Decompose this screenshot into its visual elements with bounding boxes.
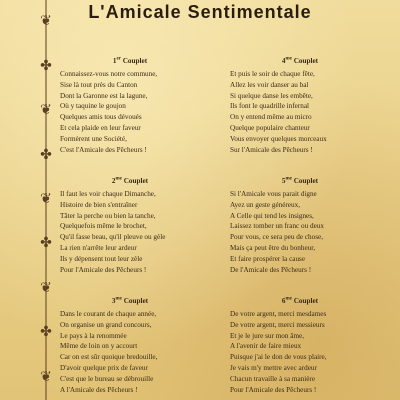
couplet-number: 6 <box>281 297 286 305</box>
verse-line: D'avoir quelque prix de faveur <box>60 363 148 372</box>
couplet-word: Couplet <box>293 297 319 305</box>
couplet-heading <box>60 176 200 186</box>
couplet-number: 2 <box>111 177 116 185</box>
couplet-heading <box>60 296 200 306</box>
verse-line: Pour l'Amicale des Pêcheurs ! <box>60 265 147 274</box>
ornament-icon: ❦ <box>40 191 52 207</box>
couplet-heading <box>230 176 370 186</box>
verse-line: Ayez un geste généreux, <box>230 200 300 209</box>
couplet <box>60 176 200 275</box>
couplet-ordinal: me <box>115 296 122 302</box>
verse-line: Si quelque danse les embête, <box>230 91 313 100</box>
page-title: L'Amicale Sentimentale <box>88 2 312 22</box>
verse-line: Même de loin on y accourt <box>60 342 138 351</box>
couplet <box>230 296 370 395</box>
verse-line: On organise un grand concours, <box>60 320 152 329</box>
verse-line: La rien n'arrête leur ardeur <box>60 243 137 252</box>
verse-line: Sise là tout près du Canton <box>60 80 138 89</box>
couplet-word: Couplet <box>123 177 149 185</box>
verse-line: Qu'il fasse beau, qu'il pleuve ou gèle <box>60 233 166 242</box>
ornamental-border <box>38 0 54 400</box>
couplet-ordinal: er <box>116 56 121 62</box>
couplet <box>230 56 370 155</box>
ornament-icon: ❦ <box>40 280 52 296</box>
verse-line: Formèrent une Société, <box>60 134 127 143</box>
verse-line: Et faire prospérer la cause <box>230 254 306 263</box>
ornament-icon: ✤ <box>40 58 52 74</box>
verse-line: Quelque populaire chanteur <box>230 123 310 132</box>
verse-line: Allez les voir danser au bal <box>230 80 309 89</box>
verse-line: A l'Amicale des Pêcheurs ! <box>60 385 138 394</box>
couplet-word: Couplet <box>123 297 149 305</box>
verse-line: Et cela plaide en leur faveur <box>60 123 141 132</box>
couplet-word: Couplet <box>122 57 148 65</box>
verse-line: Dans le courant de chaque année, <box>60 310 157 318</box>
verse-line: Car on est sûr quoique bredouille, <box>60 353 158 362</box>
ornament-icon: ❦ <box>40 103 52 119</box>
ornament-icon: ✤ <box>40 147 52 163</box>
couplet-number: 3 <box>111 297 116 305</box>
couplet-number: 4 <box>281 57 286 65</box>
ornament-icon: ❦ <box>40 14 52 30</box>
verse-line: Puisque j'ai le don de vous plaire, <box>230 353 327 362</box>
verse-line: Laissez tomber un franc ou deux <box>230 222 325 231</box>
verse-line: C'est l'Amicale des Pêcheurs ! <box>60 145 147 154</box>
verse-line: Où y taquine le goujon <box>60 102 126 111</box>
ornament-icon: ✤ <box>40 236 52 252</box>
verse-line: De l'Amicale des Pêcheurs ! <box>230 265 312 274</box>
verse-line: Histoire de bien s'entraîner <box>60 200 138 209</box>
verse-line: Et puis le soir de chaque fête, <box>230 70 315 78</box>
couplet-heading <box>230 296 370 306</box>
verse-line: Sur l'Amicale des Pêcheurs ! <box>230 145 313 154</box>
couplet-number: 1 <box>112 57 117 65</box>
couplet-ordinal: me <box>285 176 292 182</box>
verse-line: Quelquefois même le brochet, <box>60 222 147 231</box>
verse-line: Pour vous, ce sera peu de chose, <box>230 233 324 242</box>
verse-line: Chacun travaille à sa manière <box>230 374 316 383</box>
verse-line: Ils font le quadrille infernal <box>230 102 310 111</box>
couplet <box>60 296 200 395</box>
ornament-icon: ❦ <box>40 369 52 385</box>
verse-line: Je vais m'y mettre avec ardeur <box>230 363 317 372</box>
verse-line: C'est que le bureau se débrouille <box>60 374 154 383</box>
verse-line: De votre argent, merci mesdames <box>230 310 327 318</box>
verse-line: Mais ça peut être du bonheur, <box>230 243 316 252</box>
verse-line: De votre argent, merci messieurs <box>230 320 325 329</box>
verse-line: Connaissez-vous notre commune, <box>60 70 158 78</box>
verse-line: Quelques amis tous dévoués <box>60 113 142 122</box>
verse-line: Et je le jure sur mon âme, <box>230 331 305 340</box>
ornament-icon: ✤ <box>40 325 52 341</box>
couplet-ordinal: me <box>285 56 292 62</box>
verse-line: Dont la Garonne est la lagune, <box>60 91 148 100</box>
couplet-word: Couplet <box>293 57 319 65</box>
couplet-ordinal: me <box>115 176 122 182</box>
verse-line: Le pays à la renommée <box>60 331 127 340</box>
verse-line: Si l'Amicale vous parait digne <box>230 190 317 198</box>
verse-line: Ils y dépensent tout leur zèle <box>60 254 143 263</box>
verse-line: A l'avenir de faire mieux <box>230 342 302 351</box>
couplet-number: 5 <box>281 177 286 185</box>
verse-line: On y entend même au micro <box>230 113 312 122</box>
couplet-word: Couplet <box>293 177 319 185</box>
verse-line: A Celle qui tend les insignes, <box>230 211 314 220</box>
couplet-heading <box>230 56 370 66</box>
couplet <box>60 56 200 155</box>
couplet-ordinal: me <box>285 296 292 302</box>
verse-line: Tâter la perche ou bien la tanche, <box>60 211 156 220</box>
verse-line: Pour l'Amicale des Pêcheurs ! <box>230 385 317 394</box>
couplet-heading <box>60 56 200 66</box>
verse-line: Il faut les voir chaque Dimanche, <box>60 190 156 198</box>
couplet <box>230 176 370 275</box>
verse-line: Vous envoyer quelques morceaux <box>230 134 327 143</box>
